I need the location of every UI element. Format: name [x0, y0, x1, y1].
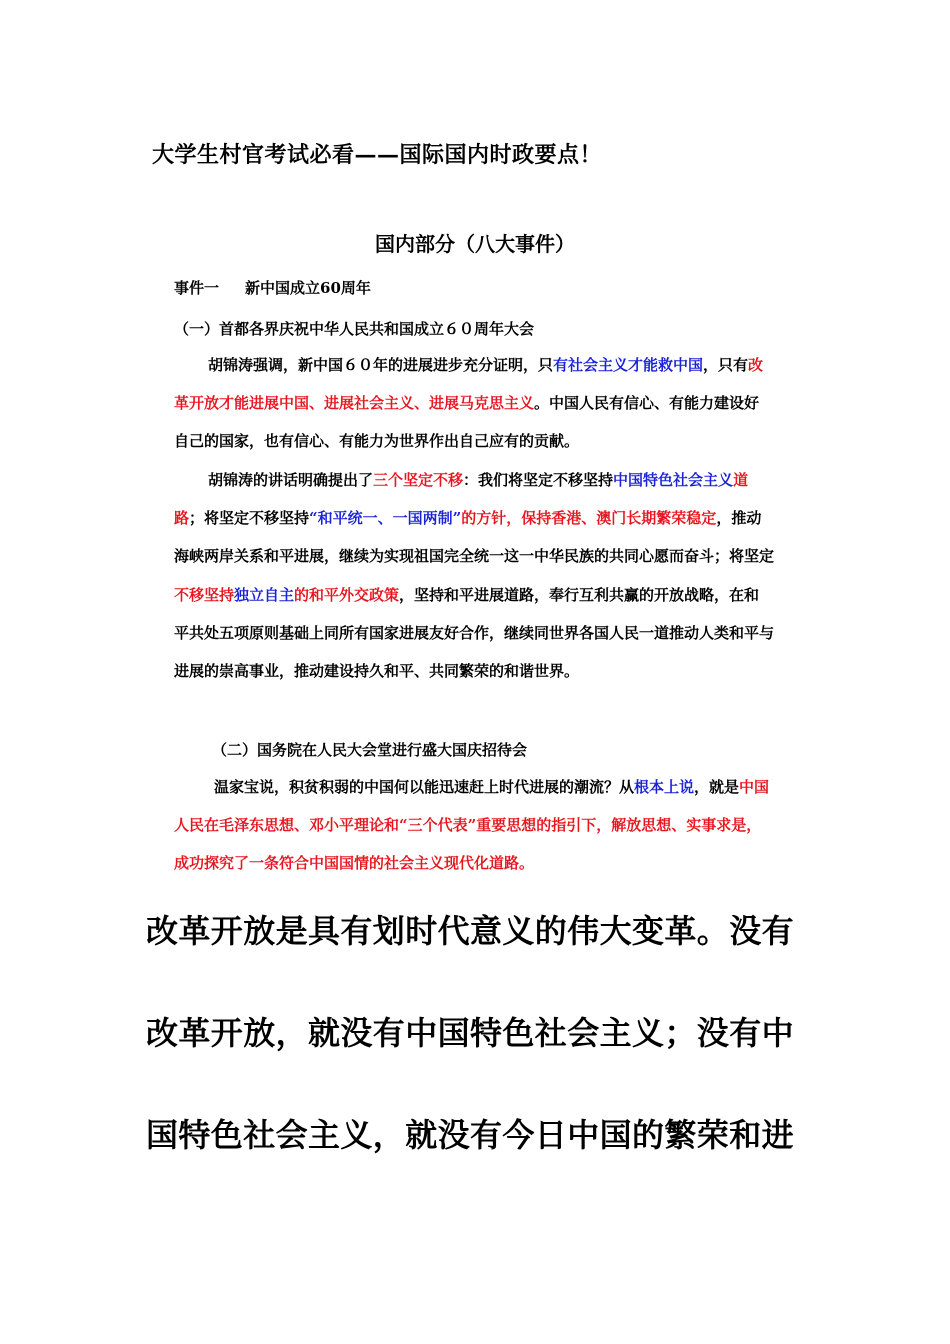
event-name: 新中国成立60周年: [245, 279, 371, 297]
paragraph-3: [174, 768, 774, 883]
para3-text: 温家宝说，积贫积弱的中国何以能迅速赶上时代进展的潮流？从: [214, 778, 635, 796]
para3-blue-highlight: 根本上说: [634, 778, 695, 796]
para2-red-highlight: 道路: [174, 471, 749, 528]
paragraph-1: [174, 346, 774, 461]
para2-blue-highlight: 独立自主: [234, 585, 295, 604]
para1-text: 胡锦涛强调，新中国６０年的进展进步充分证明，只: [208, 356, 554, 374]
para2-text: ：我们将坚定不移坚持: [463, 471, 614, 489]
paragraph-2: [174, 461, 774, 690]
para2-blue-highlight: 中国特色社会主义: [613, 471, 734, 489]
para1-text: ，只有: [703, 356, 749, 374]
document-title: 大学生村官考试必看——国际国内时政要点！: [152, 142, 603, 168]
para3-text: ，就是: [694, 778, 740, 796]
event-heading: [174, 277, 371, 298]
large-text-paragraph: 改革开放是具有划时代意义的伟大变革。没有改革开放，就没有中国特色社会主义；没有中国特色社会主义，就没有今日中国的繁荣和进: [146, 912, 795, 1154]
event-label: 事件一: [174, 279, 220, 297]
para2-red-highlight: 三个坚定不移: [373, 471, 464, 489]
subheading-2: （二）国务院在人民大会堂进行盛大国庆招待会: [212, 741, 528, 759]
section-title: 国内部分（八大事件）: [375, 232, 575, 256]
para2-text: ，推动海峡两岸关系和平进展，继续为实现祖国完全统一这一中华民族的共同心愿而奋斗；将坚定: [174, 509, 775, 566]
para1-text: 。中国人民有信心、有能力建设好自己的国家，也有信心、有能力为世界作出自己应有的贡献。: [174, 394, 760, 451]
para2-text: 胡锦涛的讲话明确提出了: [208, 471, 374, 489]
para2-text: ；将坚定不移坚持: [189, 509, 310, 528]
para1-red-highlight: 改革开放才能进展中国、进展社会主义、进展马克思主义: [174, 356, 764, 413]
subheading-1: （一）首都各界庆祝中华人民共和国成立６０周年大会: [174, 320, 535, 338]
para2-red-highlight: 不移坚持: [174, 585, 235, 604]
para2-text: ，坚持和平进展道路，奉行互利共赢的开放战略，在和平共处五项原则基础上同所有国家进展友好合作，继续同世界各国人民一道推动人类和平与进展的崇高事业，推动建设持久和平、共同繁荣的和谐世界。: [174, 585, 775, 681]
para2-red-highlight: 的方针，保持香港、澳门长期繁荣稳定: [461, 509, 717, 528]
para1-blue-highlight: 有社会主义才能救中国: [553, 356, 704, 374]
para2-blue-highlight: “和平统一、一国两制”: [309, 509, 462, 528]
para2-red-highlight: 的和平外交政策: [294, 585, 400, 604]
para3-red-highlight: 中国人民在毛泽东思想、邓小平理论和“三个代表”重要思想的指引下，解放思想、实事求是，成功探究了一条符合中国国情的社会主义现代化道路。: [174, 778, 770, 873]
